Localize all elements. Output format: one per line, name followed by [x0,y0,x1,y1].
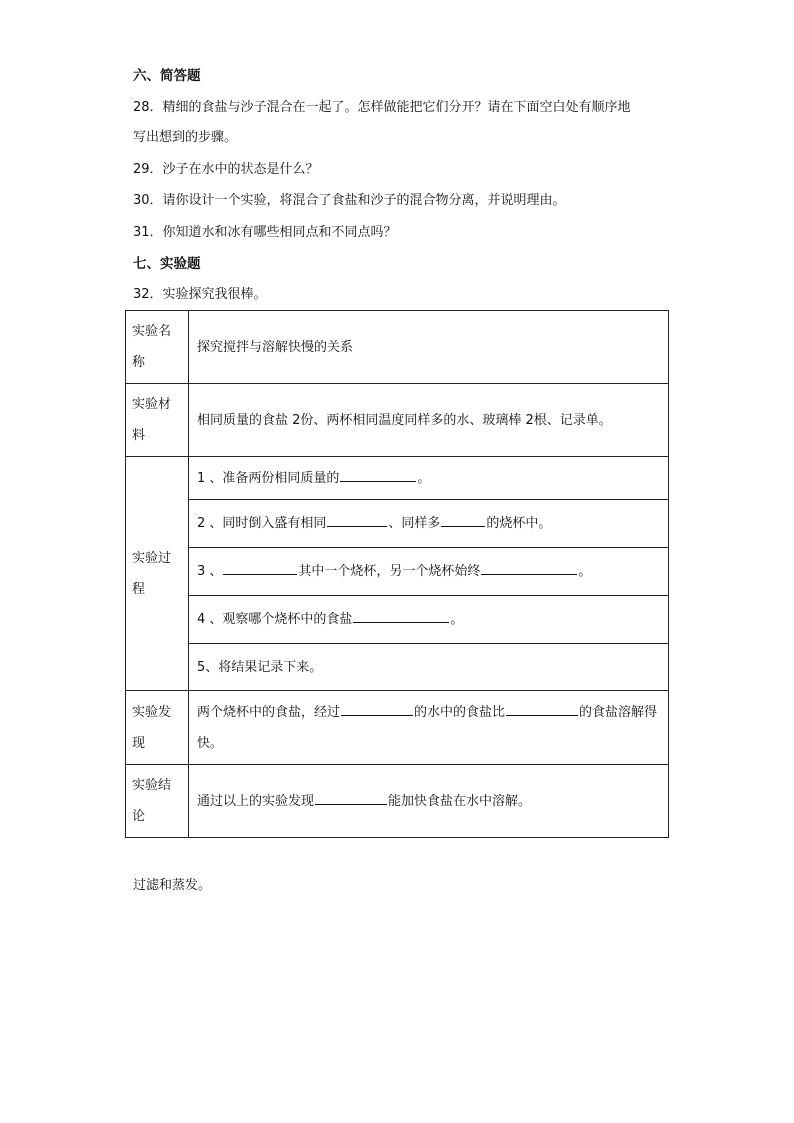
step-3-end: 。 [578,564,592,579]
finding-text-2: 的水中的食盐比 [414,704,506,720]
question-30: 30．请你设计一个实验，将混合了食盐和沙子的混合物分离，并说明理由。 [133,193,566,208]
table-row [126,311,669,384]
process-step-3 [189,548,669,596]
finding-text-3: 的食盐溶解得快。 [197,704,658,751]
table-row [126,644,669,691]
question-32: 32．实验探究我很棒。 [133,287,267,302]
question-28-line-2: 写出想到的步骤。 [133,130,238,145]
fill-blank[interactable] [506,702,578,716]
materials-label: 实验材料 [126,384,189,457]
table-row [126,691,669,765]
process-step-1 [189,457,669,500]
fill-blank[interactable] [481,561,577,575]
finding-label: 实验发现 [126,691,189,765]
question-31: 31．你知道水和冰有哪些相同点和不同点吗？ [133,225,397,240]
fill-blank[interactable] [340,468,416,482]
step-4-end: 。 [450,612,464,627]
table-row [126,596,669,644]
fill-blank[interactable] [341,702,413,716]
step-2-text: 2 、同时倒入盛有相同 [197,516,327,531]
step-2-end: 的烧杯中。 [486,516,552,531]
materials-value: 相同质量的食盐 2份、两杯相同温度同样多的水、玻璃棒 2根、记录单。 [189,384,669,457]
process-label: 实验过程 [126,457,189,691]
question-28-line-1: 28．精细的食盐与沙子混合在一起了。怎样做能把它们分开？请在下面空白处有顺序地 [133,100,631,115]
fill-blank[interactable] [223,561,297,575]
fill-blank[interactable] [441,513,485,527]
process-step-4 [189,596,669,644]
step-3-mid: 其中一个烧杯，另一个烧杯始终 [298,564,481,579]
step-3-text: 3 、 [197,564,223,579]
fill-blank[interactable] [353,609,449,623]
table-row [126,384,669,457]
fill-blank[interactable] [315,791,387,805]
question-29: 29．沙子在水中的状态是什么？ [133,162,319,177]
conclusion-label: 实验结论 [126,765,189,838]
conclusion-value [189,765,669,838]
table-row [126,500,669,548]
section-7-heading: 七、实验题 [133,256,201,272]
section-6-heading: 六、简答题 [133,68,201,84]
conclusion-text-2: 能加快食盐在水中溶解。 [388,793,532,809]
name-value: 探究搅拌与溶解快慢的关系 [189,311,669,384]
step-1-text: 1 、准备两份相同质量的 [197,470,340,486]
process-step-5: 5、将结果记录下来。 [189,644,669,691]
table-row [126,765,669,838]
answer-text: 过滤和蒸发。 [133,878,212,893]
finding-text-1: 两个烧杯中的食盐，经过 [197,704,341,720]
step-2-mid: 、同样多 [388,516,441,531]
name-label: 实验名称 [126,311,189,384]
conclusion-text-1: 通过以上的实验发现 [197,793,315,809]
table-row [126,548,669,596]
step-4-text: 4 、观察哪个烧杯中的食盐 [197,612,353,627]
finding-value [189,691,669,765]
table-row [126,457,669,500]
fill-blank[interactable] [327,513,387,527]
experiment-table [125,310,669,838]
step-1-end: 。 [417,470,431,486]
process-step-2 [189,500,669,548]
